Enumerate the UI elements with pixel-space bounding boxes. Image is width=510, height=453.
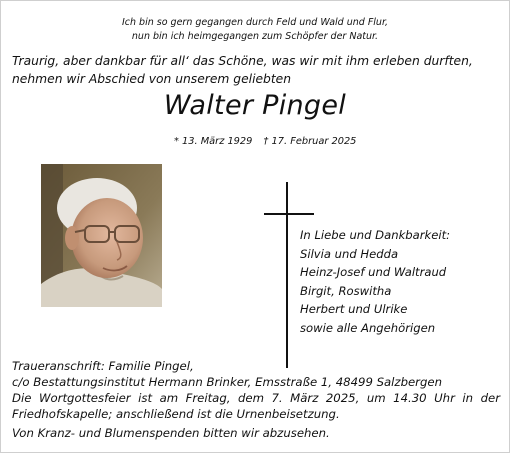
service-info: Die Wortgottesfeier ist am Freitag, dem 7. März 2025, um 14.30 Uhr in der Friedhofskapelle; anschließend ist die Urnenbeisetzung. [12, 391, 500, 421]
verse [0, 16, 510, 44]
intro-text: Traurig, aber dankbar für all‘ das Schöne, was wir mit ihm erleben durften, nehmen wir Abschied von unserem geliebten [12, 54, 473, 86]
bottom-info [12, 358, 500, 441]
mourner-name: Birgit, Roswitha [300, 283, 392, 298]
mourners-block [300, 226, 450, 337]
life-dates [174, 136, 364, 147]
birth-date: * 13. März 1929 [174, 136, 253, 147]
portrait-photo [41, 164, 162, 307]
flowers-note: Von Kranz- und Blumenspenden bitten wir abzusehen. [12, 426, 330, 440]
cross-horizontal [264, 213, 314, 215]
mourner-name: Silvia und Hedda [300, 246, 399, 261]
mourners-intro: In Liebe und Dankbarkeit: [300, 228, 451, 242]
death-date: † 17. Februar 2025 [263, 136, 357, 147]
address-line-1: Traueranschrift: Familie Pingel, [12, 359, 194, 373]
verse-line-2: nun bin ich heimgegangen zum Schöpfer der Natur. [131, 31, 379, 42]
verse-line-1: Ich bin so gern gegangen durch Feld und Wald und Flur, [121, 17, 388, 28]
mourner-name: Heinz-Josef und Waltraud [300, 265, 447, 279]
address-line-2: c/o Bestattungsinstitut Hermann Brinker, Emsstraße 1, 48499 Salzbergen [12, 375, 442, 389]
deceased-name: Walter Pingel [163, 90, 347, 121]
mourner-name: Herbert und Ulrike [300, 302, 408, 316]
mourner-name: sowie alle Angehörigen [300, 320, 436, 335]
cross-vertical [286, 182, 288, 368]
